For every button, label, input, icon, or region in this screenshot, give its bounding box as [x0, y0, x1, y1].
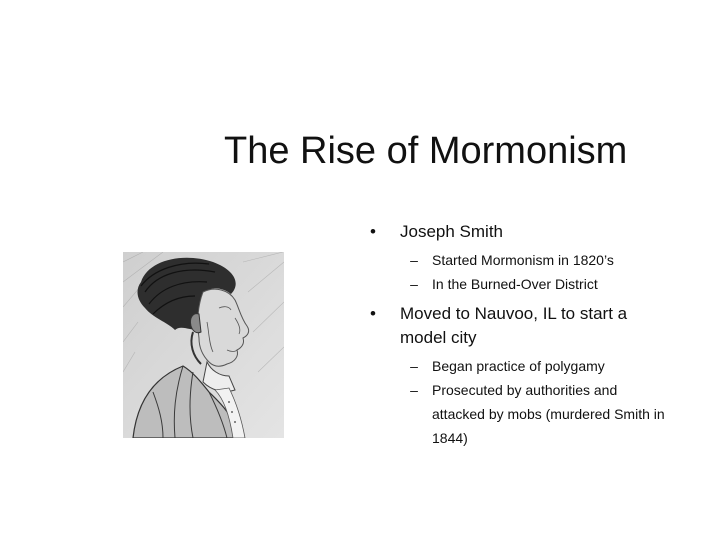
- sub-bullet-text: In the Burned-Over District: [432, 276, 598, 292]
- bullet-joseph-smith: [366, 220, 666, 244]
- sub-bullet-text: Started Mormonism in 1820’s: [432, 252, 614, 268]
- dash-icon: –: [410, 276, 418, 292]
- bullet-text: Joseph Smith: [400, 222, 503, 241]
- portrait-sketch-icon: [123, 252, 284, 438]
- sub-bullet-text: Prosecuted by authorities and attacked by mobs (murdered Smith in 1844): [432, 382, 665, 446]
- sub-bullet-polygamy: [366, 354, 666, 378]
- bullet-nauvoo: [366, 302, 666, 350]
- sub-bullet-burned-over: [366, 272, 666, 296]
- portrait-image: [123, 252, 284, 438]
- sub-bullet-prosecuted: [366, 378, 666, 450]
- sub-bullet-started: [366, 248, 666, 272]
- slide-title: The Rise of Mormonism: [224, 130, 628, 172]
- bullet-text: Moved to Nauvoo, IL to start a model city: [400, 304, 628, 347]
- sub-bullet-text: Began practice of polygamy: [432, 358, 605, 374]
- bullet-icon: •: [370, 304, 376, 323]
- bullet-icon: •: [370, 222, 376, 241]
- bullet-list: [366, 220, 666, 450]
- dash-icon: –: [410, 252, 418, 268]
- dash-icon: –: [410, 358, 418, 374]
- dash-icon: –: [410, 382, 418, 398]
